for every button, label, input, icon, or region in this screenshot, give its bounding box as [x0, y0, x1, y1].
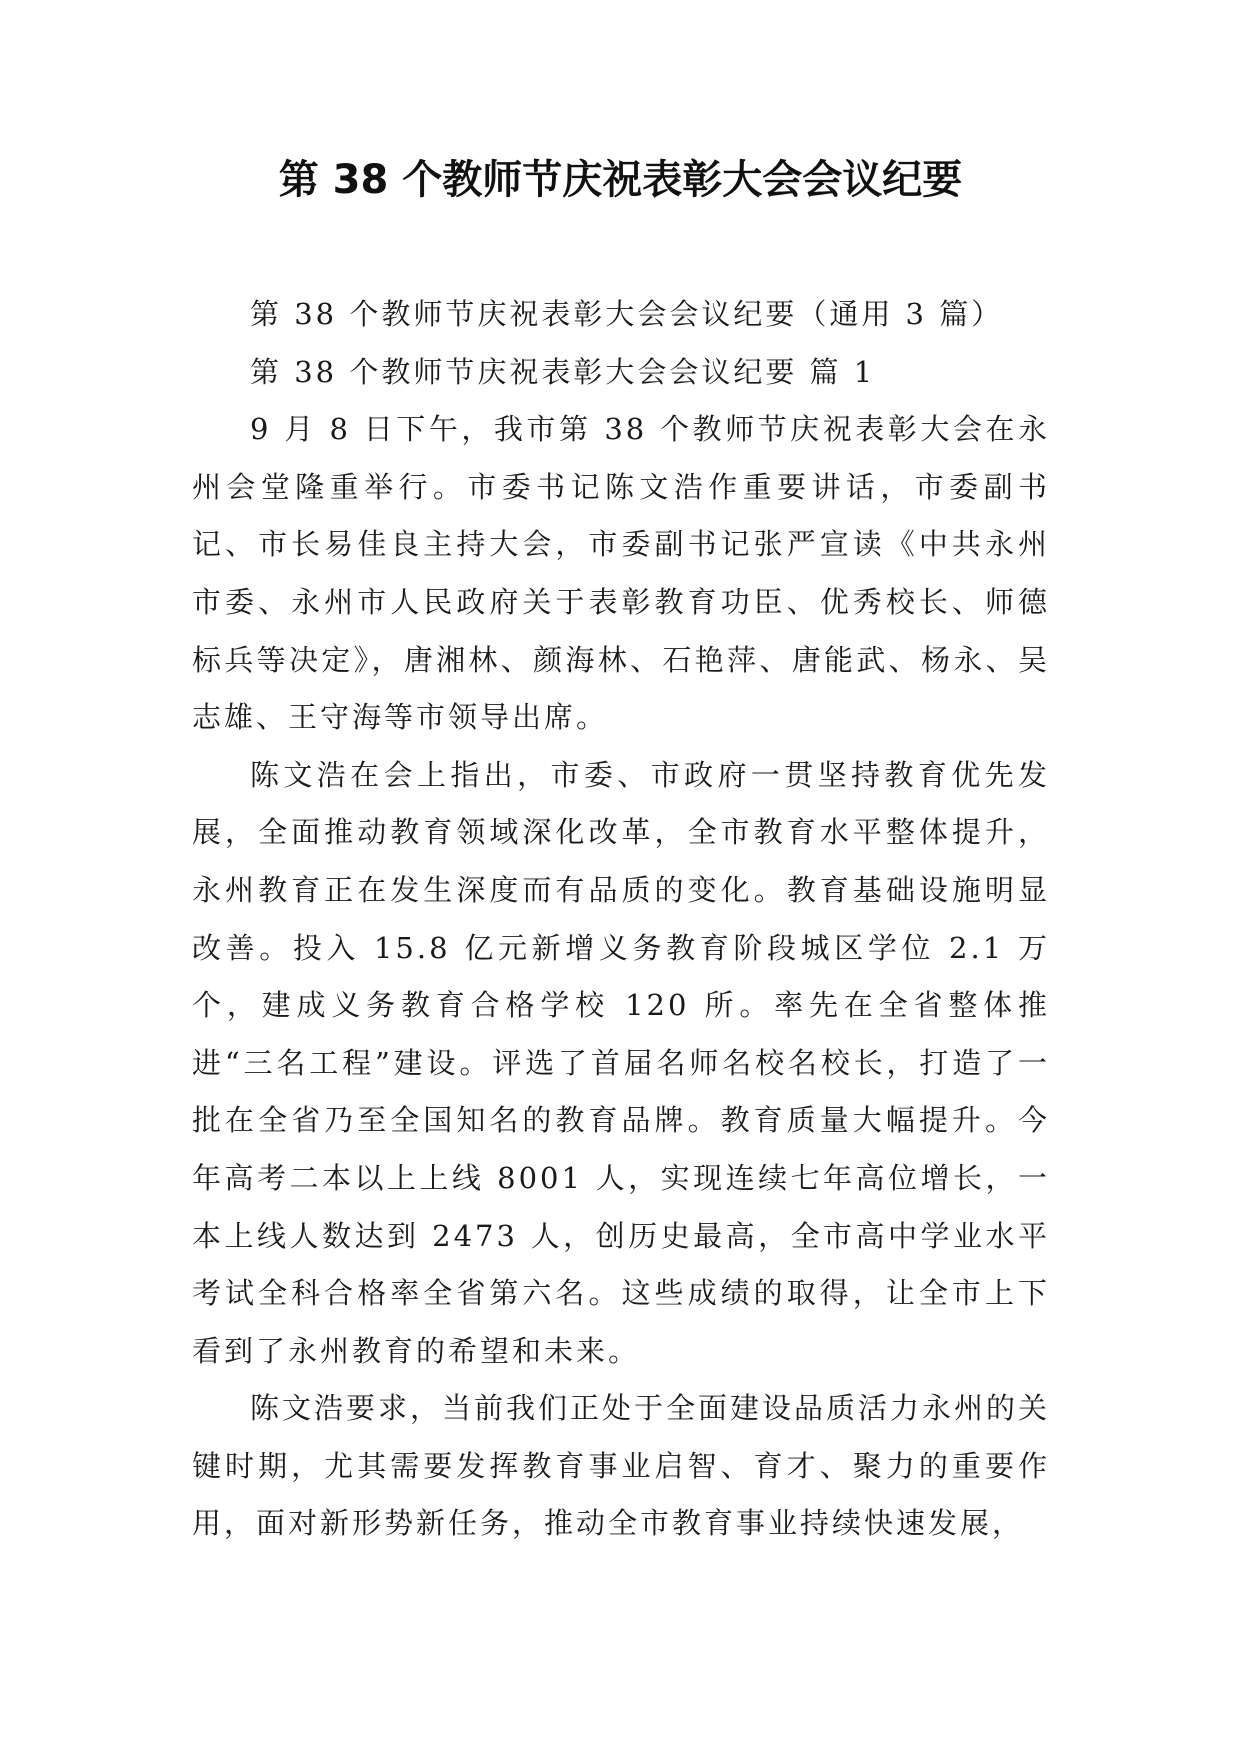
paragraph: 陈文浩在会上指出，市委、市政府一贯坚持教育优先发展，全面推动教育领域深化改革，全市教育水平整体提升，永州教育正在发生深度而有品质的变化。教育基础设施明显改善。投入 15.8 亿元新增义务教育阶段城区学位 2.1 万个，建成义务教育合格学校 120 所。率先在全省整体推进“三名工程”建设。评选了首届名师名校名校长，打造了一批在全省乃至全国知名的教育品牌。教育质量大幅提升。今年高考二本以上上线 8001 人，实现连续七年高位增长，一本上线人数达到 2473 人，创历史最高，全市高中学业水平考试全科合格率全省第六名。这些成绩的取得，让全市上下看到了永州教育的希望和未来。 [192, 757, 1050, 1368]
document-title: 第 38 个教师节庆祝表彰大会会议纪要 [278, 157, 963, 203]
section-heading: 第 38 个教师节庆祝表彰大会会议纪要 篇 1 [250, 354, 876, 389]
document-body [192, 286, 1050, 1553]
paragraph: 陈文浩要求，当前我们正处于全面建设品质活力永州的关键时期，尤其需要发挥教育事业启智、育才、聚力的重要作用，面对新形势新任务，推动全市教育事业持续快速发展， [192, 1391, 1051, 1541]
paragraph: 9 月 8 日下午，我市第 38 个教师节庆祝表彰大会在永州会堂隆重举行。市委书记陈文浩作重要讲话，市委副书记、市长易佳良主持大会，市委副书记张严宣读《中共永州市委、永州市人民政府关于表彰教育功臣、优秀校长、师德标兵等决定》，唐湘林、颜海林、石艳萍、唐能武、杨永、吴志雄、王守海等市领导出席。 [192, 412, 1050, 735]
document-subtitle: 第 38 个教师节庆祝表彰大会会议纪要（通用 3 篇） [250, 297, 1004, 331]
